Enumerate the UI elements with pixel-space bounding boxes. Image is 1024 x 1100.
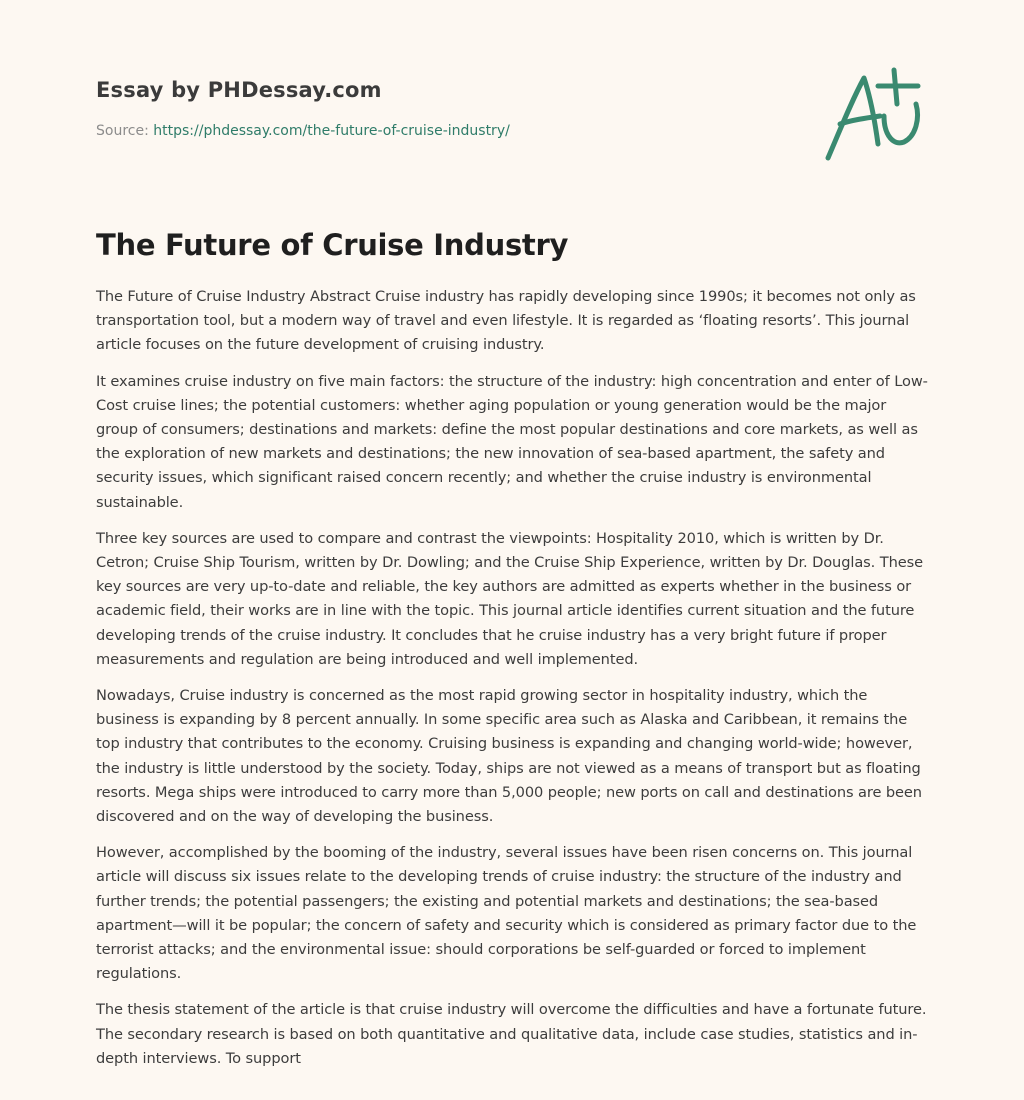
paragraph: Three key sources are used to compare and contrast the viewpoints: Hospitality 2010, which is written by Dr. Cetron; Cruise Ship Tourism, written by Dr. Dowling; and the Cruise Ship Experience, written by Dr. Douglas. These key sources are very up-to-date and reliable, the key authors are admitted as experts whether in the business or academic field, their works are in line with the topic. This journal article identifies current situation and the future developing trends of the cruise industry. It concludes that he cruise industry has a very bright future if proper measurements and regulation are being introduced and well implemented. [96,529,923,668]
source-label: Source: [96,123,154,139]
paragraph: Nowadays, Cruise industry is concerned as the most rapid growing sector in hospitality industry, which the business is expanding by 8 percent annually. In some specific area such as Alaska and Caribbean, it remains the top industry that contributes to the economy. Cruising business is expanding and changing world-wide; however, the industry is little understood by the society. Today, ships are not viewed as a means of transport but as floating resorts. Mega ships were introduced to carry more than 5,000 people; new ports on call and destinations are been discovered and on the way of developing the business. [96,687,922,826]
brand-title: Essay by PHDessay.com [96,78,382,102]
paragraph: However, accomplished by the booming of the industry, several issues have been risen concerns on. This journal article will discuss six issues relate to the developing trends of cruise industry: the structure of the industry and further trends; the potential passengers; the existing and potential markets and destinations; the sea-based apartment—will it be popular; the concern of safety and security which is considered as primary factor due to the terrorist attacks; and the environmental issue: should corporations be self-guarded or forced to implement regulations. [96,844,917,983]
page-header [96,76,796,141]
paragraph: It examines cruise industry on five main factors: the structure of the industry: high concentration and enter of Low-Cost cruise lines; the potential customers: whether aging population or young generation would be the major group of consumers; destinations and markets: define the most popular destinations and core markets, as well as the exploration of new markets and destinations; the new innovation of sea-based apartment, the safety and security issues, which significant raised concern recently; and whether the cruise industry is environmental sustainable. [96,372,928,511]
source-line [96,121,796,141]
article-body [96,285,928,1083]
paragraph: The thesis statement of the article is that cruise industry will overcome the difficulties and have a fortunate future. The secondary research is based on both quantitative and qualitative data, include case studies, statistics and in-depth interviews. To support [96,1001,927,1067]
article-title: The Future of Cruise Industry [96,228,569,262]
source-link[interactable]: https://phdessay.com/the-future-of-cruise-industry/ [153,123,510,139]
paragraph: The Future of Cruise Industry Abstract Cruise industry has rapidly developing since 1990s; it becomes not only as transportation tool, but a modern way of travel and even lifestyle. It is regarded as ‘floating resorts’. This journal article focuses on the future development of cruising industry. [96,288,916,354]
a-plus-logo-icon [818,64,930,168]
